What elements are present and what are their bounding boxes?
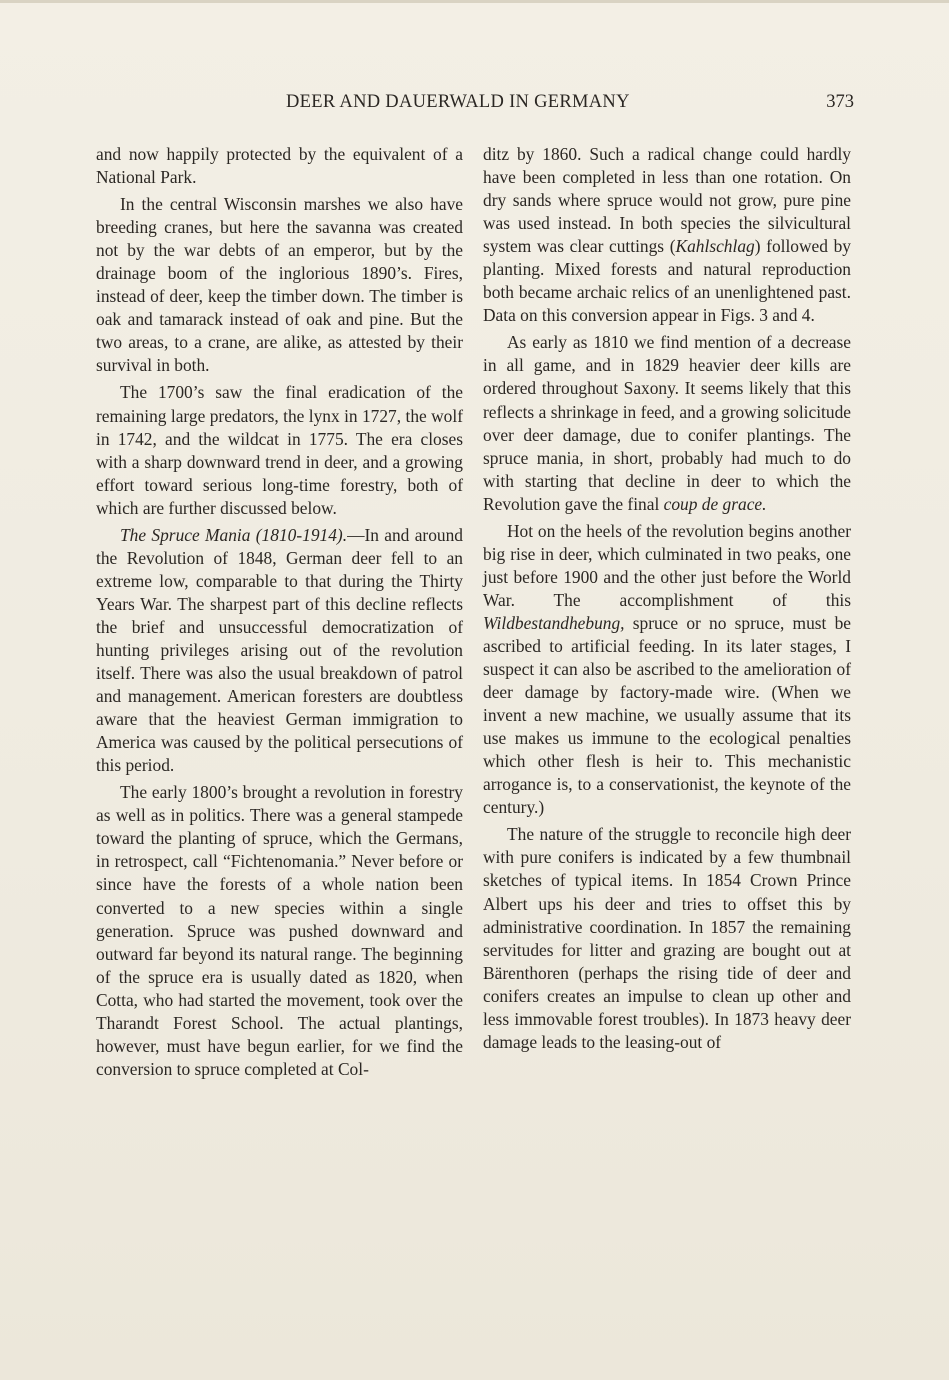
paragraph: The 1700’s saw the final eradication of the remaining large predators, the lynx in 1727, the wolf in 1742, and the wildcat in 1775. The era closes with a sharp downward trend in deer, and a growing effort toward serious long-time forestry, both of which are further discussed below. [96,382,463,518]
paragraph: The early 1800’s brought a revolution in forestry as well as in politics. There was a general stampede toward the planting of spruce, which the Germans, in retrospect, call “Fichtenomania.” Never before or since have the forests of a whole nation been converted to a new species within a single generation. Spruce was pushed downward and outward far beyond its natural range. The beginning of the spruce era is usually dated as 1820, when Cotta, who had started the movement, took over the Tharandt Forest School. The actual plantings, however, must have begun earlier, for we find the conversion to spruce completed at Col- [96,782,463,1079]
page-number: 373 [826,92,854,112]
paragraph-text: —In and around the Revolution of 1848, German deer fell to an extreme low, comparable to that during the Thirty Years War. The sharpest part of this decline reflects the brief and unsuccessful democratization of hunting privileges arising out of the revolution itself. There was also the usual breakdown of patrol and management. American foresters are doubtless aware that the heaviest German immigration to America was caused by the political persecutions of this period. [96,524,463,776]
paragraph [483,143,851,327]
paragraph-text: spruce or no spruce, must be ascribed to artificial feeding. In its later stages, I suspect it can also be ascribed to the amelioration of deer damage by factory-made wire. (When we invent a new machine, we usually assume that its use makes us immune to the ecological penalties which other flesh is heir to. This mechanistic arrogance is, to a conservationist, the keynote of the century.) [483,612,851,818]
paragraph-text: ditz by 1860. Such a radical change could hardly have been completed in less than one rotation. On dry sands where spruce would not grow, pure pine was used instead. In both species the silvicultural system was clear cuttings ( [483,144,851,257]
paragraph [483,331,851,515]
section-lead-in: The Spruce Mania (1810-1914). [120,524,348,545]
paragraph: The nature of the struggle to reconcile high deer with pure conifers is indicated by a few thumbnail sketches of typical items. In 1854 Crown Prince Albert ups his deer and tries to offset this by administrative coordination. In 1857 the remaining servitudes for litter and grazing are bought out at Bärenthoren (perhaps the rising tide of deer and conifers creates an impulse to clean up other and less immovable forest troubles). In 1873 heavy deer damage leads to the leasing-out of [483,824,851,1052]
page-top-edge [0,0,949,3]
paragraph [483,520,851,820]
right-column [483,143,851,1058]
left-column [96,143,463,1085]
running-title: DEER AND DAUERWALD IN GERMANY [286,92,630,112]
running-head [96,92,854,120]
paragraph-text: Hot on the heels of the revolution begins another big rise in deer, which culminated in two peaks, one just before 1900 and the other just before the World War. The accomplishment of this [483,520,851,610]
paragraph-text: ) followed by planting. Mixed forests and natural reproduction both became archaic relics of an unenlightened past. Data on this conversion appear in Figs. 3 and 4. [483,236,851,326]
italic-term: Kahlschlag [675,236,755,257]
paragraph: In the central Wisconsin marshes we also have breeding cranes, but here the savanna was created not by the war debts of an emperor, but by the drainage boom of the inglorious 1890’s. Fires, instead of deer, keep the timber down. The timber is oak and tamarack instead of oak and pine. But the two areas, to a crane, are alike, as attested by their survival in both. [96,194,463,376]
paragraph: and now happily protected by the equivalent of a National Park. [96,144,463,188]
paragraph [96,524,463,778]
italic-term: Wildbestandhebung, [483,612,625,633]
italic-term: coup de grace. [663,493,767,514]
paragraph-text: As early as 1810 we find mention of a decrease in all game, and in 1829 heavier deer kills are ordered throughout Saxony. It seems likely that this reflects a shrinkage in feed, and a growing solicitude over deer damage, due to conifer plantings. The spruce mania, in short, probably had much to do with starting that decline in deer to which the Revolution gave the final [483,332,851,514]
